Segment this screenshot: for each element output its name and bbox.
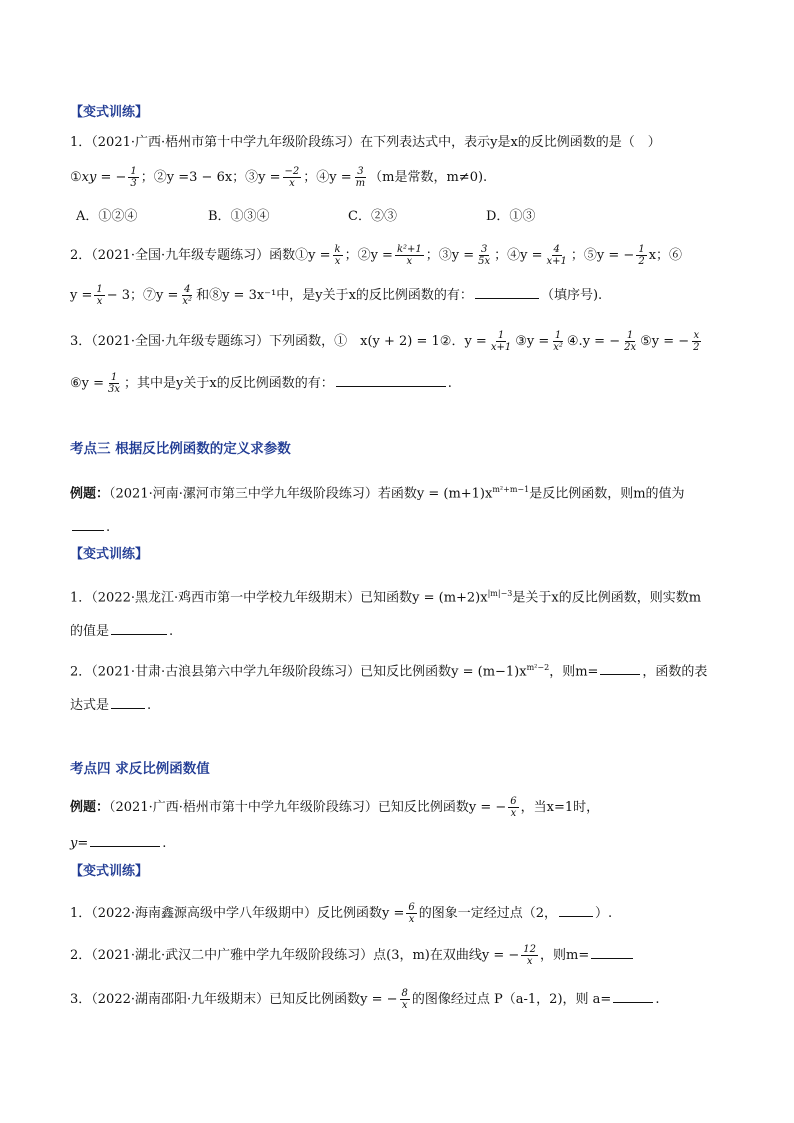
q1-mark: ① [70,170,82,185]
q1-option-c: C．②③ [348,209,397,224]
q1-seg2: ；②y =3 − 6x；③y = [140,170,281,185]
ex3-answer-blank[interactable] [72,518,104,531]
variant-heading-3: 【变式训练】 [70,864,149,879]
q6-answer-blank[interactable] [559,904,593,917]
q5-expr-blank[interactable] [111,696,145,709]
q8-answer-blank[interactable] [613,990,653,1003]
q2-line1: 2．（2021·全国·九年级专题练习）函数①y = $\frac{k}{x}$ ；②y = $\frac{\text{k²+1}}{x}$ ；③y = $\frac{3}{5x}$ ；④y = $\frac{4}{x+1}$ ；⑤y = − $\frac{1}{2}$ x；⑥ [70,244,683,267]
q4-line1: 1．（2022·黑龙江·鸡西市第一中学校九年级期末）已知函数$y = (m+2)x^{|m|-3}$是关于x的反比例函数，则实数m [70,589,702,606]
q1-frac1: $\frac{1}{3}$ [130,166,137,189]
q6: 1．（2022·海南鑫源高级中学八年级期中）反比例函数y = $\frac{6}{x}$ 的图象一定经过点（2， ）. [70,902,613,925]
q5-line1: 2．（2021·甘肃·古浪县第六中学九年级阶段练习）已知反比例函数$y = (m-1)x^{m^2-2}$，则m= ，函数的表 [70,663,708,680]
q1-seg4: （m是常数，m≠0). [369,170,488,185]
q1-items [70,166,487,189]
section-4-title: 考点四 求反比例函数值 [70,761,210,777]
q3-line2: ⑥y = $\frac{1}{3x}$ ；其中是y关于x的反比例函数的有： . [70,372,452,395]
q5-line2: 达式是 . [70,698,152,713]
q7-answer-blank[interactable] [591,946,633,959]
q1-option-a: A．①②④ [76,209,138,224]
q1-option-b: B．①③④ [208,209,270,224]
example-4: 例题：（2021·广西·梧州市第十中学九年级阶段练习）已知反比例函数y = − $\frac{6}{x}$ ，当x=1时， [70,796,600,819]
q1-frac2: $\frac{-2}{x}$ [284,166,300,189]
q1-option-d: D．①③ [486,209,536,224]
q1-frac3: $\frac{3}{m}$ [355,166,366,189]
q3-answer-blank[interactable] [336,374,446,387]
q8: 3．（2022·湖南邵阳·九年级期末）已知反比例函数y = − $\frac{8}{x}$ 的图像经过点 P（a-1，2)，则 a= . [70,988,660,1011]
q4-line2: 的值是 . [70,624,174,639]
variant-heading-2: 【变式训练】 [70,547,149,562]
q7: 2．（2021·湖北·武汉二中广雅中学九年级阶段练习）点(3，m)在双曲线y = − $\frac{12}{x}$ ，则m= [70,944,635,967]
q2-answer-blank[interactable] [475,286,539,299]
q1-seg1: xy = − [81,170,127,185]
example-4-line2: y= . [70,836,167,851]
q1-seg3: ；④y = [303,170,352,185]
q5-m-blank[interactable] [600,662,640,675]
example-3: 例题：（2021·河南·漯河市第三中学九年级阶段练习）若函数$y = (m+1)x^{m^2+m-1}$是反比例函数，则m的值为 [70,485,685,502]
section-3-title: 考点三 根据反比例函数的定义求参数 [70,441,291,457]
q4-answer-blank[interactable] [111,622,167,635]
example-3-line2: . [70,518,110,537]
q1-stem: 1．（2021·广西·梧州市第十中学九年级阶段练习）在下列表达式中，表示y是x的反比例函数的是（ ） [70,135,661,150]
ex4-answer-blank[interactable] [90,834,160,847]
q3-line1: 3．（2021·全国·九年级专题练习）下列函数，① x(y + 2) = 1②．y = $\frac{1}{x+1}$ ③y = $\frac{1}{\text{x²}}$ ④.y = − $\frac{1}{2x}$ ⑤y = − $\frac{x}{2}$ [70,330,700,353]
variant-heading: 【变式训练】 [70,105,149,120]
q2-line2: y = $\frac{1}{x}$ − 3；⑦y = $\frac{4}{\text{x²}}$ 和⑧y = 3x⁻¹中，是y关于x的反比例函数的有： （填序号). [70,284,603,307]
